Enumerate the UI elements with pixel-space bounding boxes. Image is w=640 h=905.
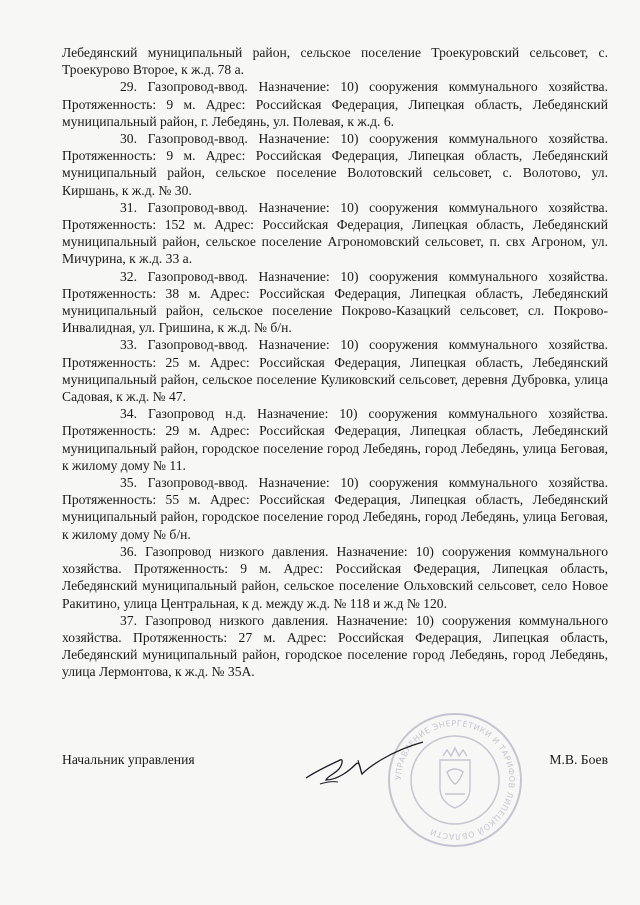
paragraph-item-34: 34. Газопровод н.д. Назначение: 10) сооружения коммунального хозяйства. Протяженность: 29 м. Адрес: Российская Федерация, Липецкая область, Лебедянский муниципальный район, городское поселение город Лебедянь, город Лебедянь, улица Беговая, к жилому дому № 11. — [62, 406, 608, 473]
paragraph-item-29: 29. Газопровод-ввод. Назначение: 10) сооружения коммунального хозяйства. Протяженность: 9 м. Адрес: Российская Федерация, Липецкая область, Лебедянский муниципальный район, г. Лебедянь, ул. Полевая, к ж.д. 6. — [62, 79, 608, 129]
paragraph-item-30: 30. Газопровод-ввод. Назначение: 10) сооружения коммунального хозяйства. Протяженность: 9 м. Адрес: Российская Федерация, Липецкая область, Лебедянский муниципальный район, сельское поселение Волотовский сельсовет, с. Волотово, ул. Киршань, к ж.д. № 30. — [62, 131, 608, 198]
paragraph-item-33: 33. Газопровод-ввод. Назначение: 10) сооружения коммунального хозяйства. Протяженность: 25 м. Адрес: Российская Федерация, Липецкая область, Лебедянский муниципальный район, сельское поселение Куликовский сельсовет, деревня Дубровка, улица Садовая, к ж.д. № 47. — [62, 337, 608, 405]
paragraph-continuation: Лебедянский муниципальный район, сельское поселение Троекуровский сельсовет, с. Троекурово Второе, к ж.д. 78 а. — [62, 45, 608, 78]
coat-of-arms-icon — [440, 748, 470, 808]
signatory-title: Начальник управления — [62, 752, 195, 767]
paragraph-item-32: 32. Газопровод-ввод. Назначение: 10) сооружения коммунального хозяйства. Протяженность: 38 м. Адрес: Российская Федерация, Липецкая область, Лебедянский муниципальный район, сельское поселение Покрово-Казацкий сельсовет, сл. Покрово-Инвалидная, ул. Гришина, к ж.д. № б/н. — [62, 268, 608, 336]
stamp-ring-text: УПРАВЛЕНИЕ ЭНЕРГЕТИКИ И ТАРИФОВ ЛИПЕЦКОЙ ОБЛАСТИ — [393, 718, 517, 842]
signatory-name: М.В. Боев — [549, 752, 608, 767]
paragraph-item-31: 31. Газопровод-ввод. Назначение: 10) сооружения коммунального хозяйства. Протяженность: 152 м. Адрес: Российская Федерация, Липецкая область, Лебедянский муниципальный район, сельское поселение Агрономовский сельсовет, п. свх Агроном, ул. Мичурина, к ж.д. 33 а. — [62, 199, 608, 267]
paragraph-item-37: 37. Газопровод низкого давления. Назначение: 10) сооружения коммунального хозяйства. Протяженность: 27 м. Адрес: Российская Федерация, Липецкая область, Лебедянский муниципальный район, городское поселение город Лебедянь, город Лебедянь, улица Лермонтова, к ж.д. № 35А. — [62, 612, 608, 680]
paragraph-item-35: 35. Газопровод-ввод. Назначение: 10) сооружения коммунального хозяйства. Протяженность: 55 м. Адрес: Российская Федерация, Липецкая область, Лебедянский муниципальный район, городское поселение город Лебедянь, город Лебедянь, улица Беговая, к жилому дому № б/н. — [62, 475, 608, 542]
paragraph-item-36: 36. Газопровод низкого давления. Назначение: 10) сооружения коммунального хозяйства. Протяженность: 9 м. Адрес: Российская Федерация, Липецкая область, Лебедянский муниципальный район, сельское поселение Ольховский сельсовет, село Новое Ракитино, улица Центральная, к д. между ж.д. № 118 и ж.д № 120. — [62, 543, 608, 611]
handwritten-signature — [298, 740, 428, 790]
document-body — [62, 44, 608, 681]
